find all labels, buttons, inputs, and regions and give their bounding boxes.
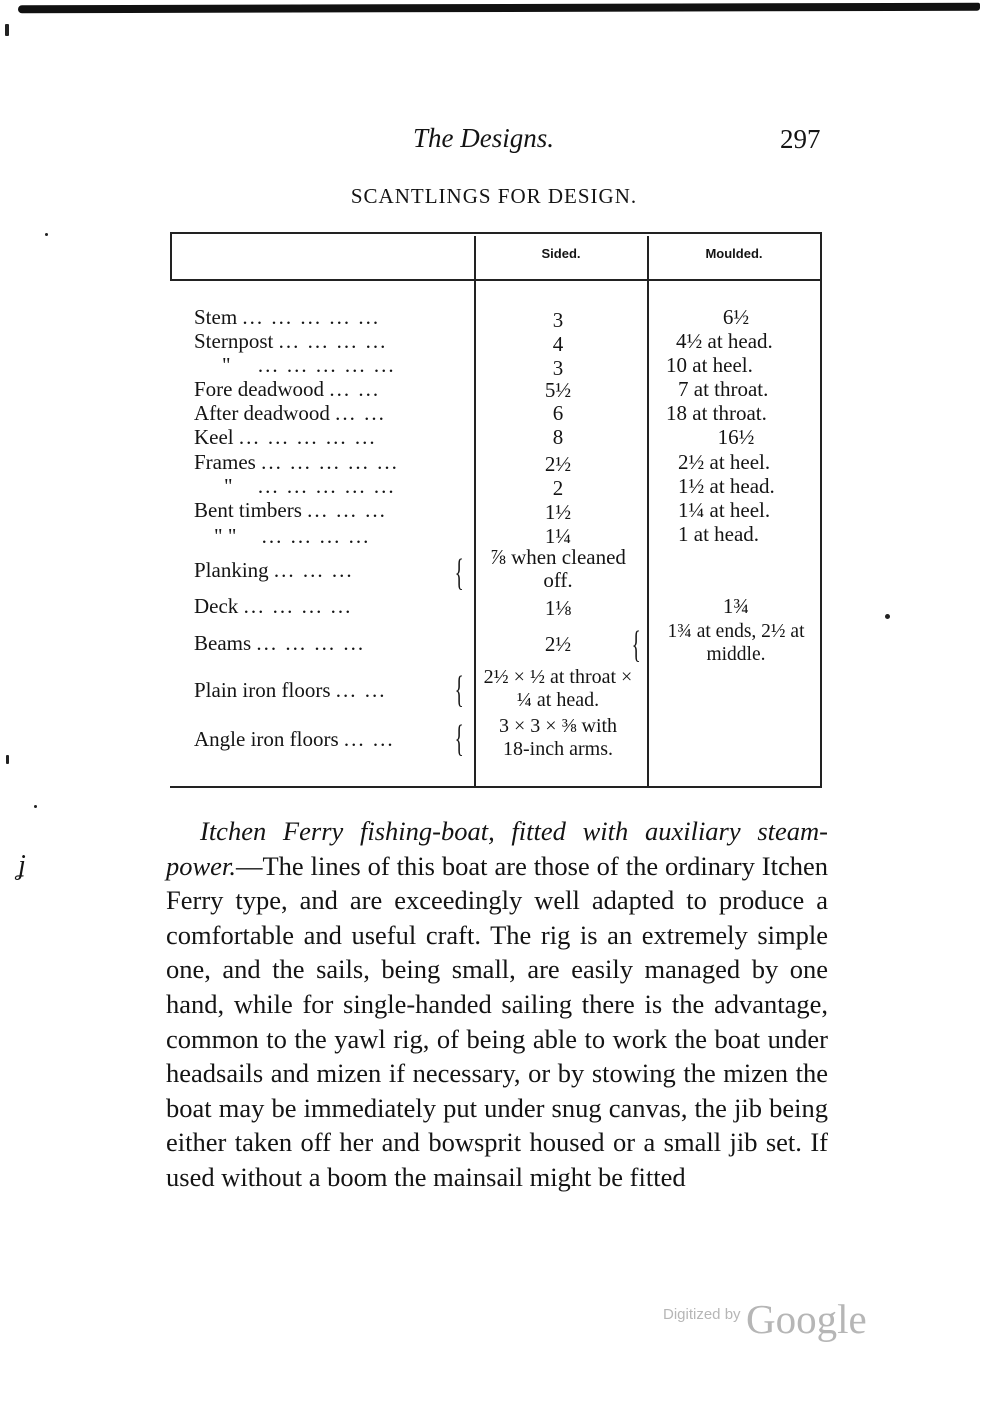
table-row-sided: 4	[552, 332, 564, 356]
table-row-moulded: 1¾	[722, 594, 750, 618]
watermark-prefix: Digitized by	[663, 1306, 741, 1323]
table-row-sided: 2½ × ½ at throat × ¼ at head.	[483, 666, 633, 711]
table-left-border	[170, 232, 172, 280]
page-number: 297	[780, 124, 821, 154]
table-row-sided: 3	[552, 308, 564, 332]
paragraph-lead-italic: Itchen Ferry fishing-boat, fitted with auxiliary steam-power.	[166, 816, 828, 881]
table-row-item: Plain iron floors ... ...	[194, 678, 387, 702]
table-row-item: Stem ... ... ... ... ...	[194, 305, 381, 329]
table-row-item: Beams ... ... ... ...	[194, 631, 366, 655]
scan-speck	[885, 614, 890, 619]
table-row-sided: 3 × 3 × ⅜ with 18-inch arms.	[498, 715, 618, 760]
table-bottom-rule	[170, 786, 822, 788]
paragraph-text: —The lines of this boat are those of the ordinary Itchen Ferry type, and are exceedingly well adapted to produce a comfortable and useful craft. The rig is an extremely simple one, and the sails, being small, are easily managed by one hand, while for single-handed sailing there is the advantage, common to the yawl rig, of being able to work the boat under headsails and mizen if necessary, or by stowing the mizen the boat may be immediately put under snug canvas, the jib being either taken off her and bowsprit housed or a small jib set. If used without a boom the mainsail might be fitted	[166, 850, 828, 1192]
table-divider-2	[647, 236, 649, 786]
table-row-sided: 2	[552, 476, 564, 500]
table-row-item: Angle iron floors ... ...	[194, 727, 395, 751]
page-header-title: The Designs.	[413, 123, 554, 153]
table-row-moulded: 4½ at head.	[676, 329, 773, 353]
scan-speck	[5, 24, 9, 36]
table-row-sided: ⅞ when cleaned off.	[490, 545, 626, 592]
table-row-moulded: 16½	[717, 425, 755, 449]
table-row-item: Fore deadwood ... ...	[194, 377, 381, 401]
table-head-rule	[170, 279, 822, 281]
table-row-moulded: 1¼ at heel.	[678, 498, 771, 522]
brace-glyph: {	[631, 624, 641, 666]
scan-speck	[6, 755, 9, 764]
table-row-sided: 1¼	[544, 524, 572, 548]
table-row-item: Planking ... ... ...	[194, 558, 354, 582]
table-row-moulded: 1 at head.	[678, 522, 760, 546]
table-row-sided: 6	[552, 401, 564, 425]
table-row-sided: 2½	[544, 452, 572, 476]
brace-glyph: {	[454, 669, 464, 711]
table-row-sided: 5½	[544, 378, 572, 402]
table-row-sided: 1⅛	[544, 596, 572, 620]
table-row-item: " ... ... ... ... ...	[222, 353, 396, 377]
table-row-sided: 2½	[544, 632, 572, 656]
gutter-mark: ʝ	[18, 850, 26, 881]
table-row-item: " ... ... ... ... ...	[224, 474, 396, 498]
table-row-item: Keel ... ... ... ... ...	[194, 425, 377, 449]
table-row-moulded: 7 at throat.	[678, 377, 769, 401]
table-row-item: " " ... ... ... ...	[214, 524, 371, 548]
table-row-moulded: 18 at throat.	[666, 401, 767, 425]
table-row-sided: 3	[552, 356, 564, 380]
table-row-moulded: 2½ at heel.	[678, 450, 771, 474]
scan-speck	[45, 233, 48, 236]
body-paragraph	[166, 814, 828, 1195]
table-row-moulded: 10 at heel.	[666, 353, 753, 377]
table-row-sided: 1½	[544, 500, 572, 524]
table-row-item: After deadwood ... ...	[194, 401, 386, 425]
table-row-item: Frames ... ... ... ... ...	[194, 450, 399, 474]
top-edge-rule	[18, 3, 980, 14]
table-caption: SCANTLINGS FOR DESIGN.	[350, 184, 638, 208]
brace-glyph: {	[454, 552, 464, 594]
table-row-item: Deck ... ... ... ...	[194, 594, 353, 618]
brace-glyph: {	[454, 718, 464, 760]
column-header-sided: Sided.	[541, 246, 581, 261]
table-row-moulded: 6½	[722, 305, 750, 329]
column-header-moulded: Moulded.	[705, 246, 763, 261]
table-right-border	[820, 232, 822, 786]
table-row-sided: 8	[552, 425, 564, 449]
scan-speck	[34, 805, 37, 808]
watermark-brand: Google	[746, 1296, 867, 1342]
table-row-item: Bent timbers ... ... ...	[194, 498, 387, 522]
table-row-item: Sternpost ... ... ... ...	[194, 329, 388, 353]
table-top-rule	[170, 232, 822, 234]
table-row-moulded: 1¾ at ends, 2½ at middle.	[667, 621, 805, 665]
table-row-moulded: 1½ at head.	[678, 474, 775, 498]
